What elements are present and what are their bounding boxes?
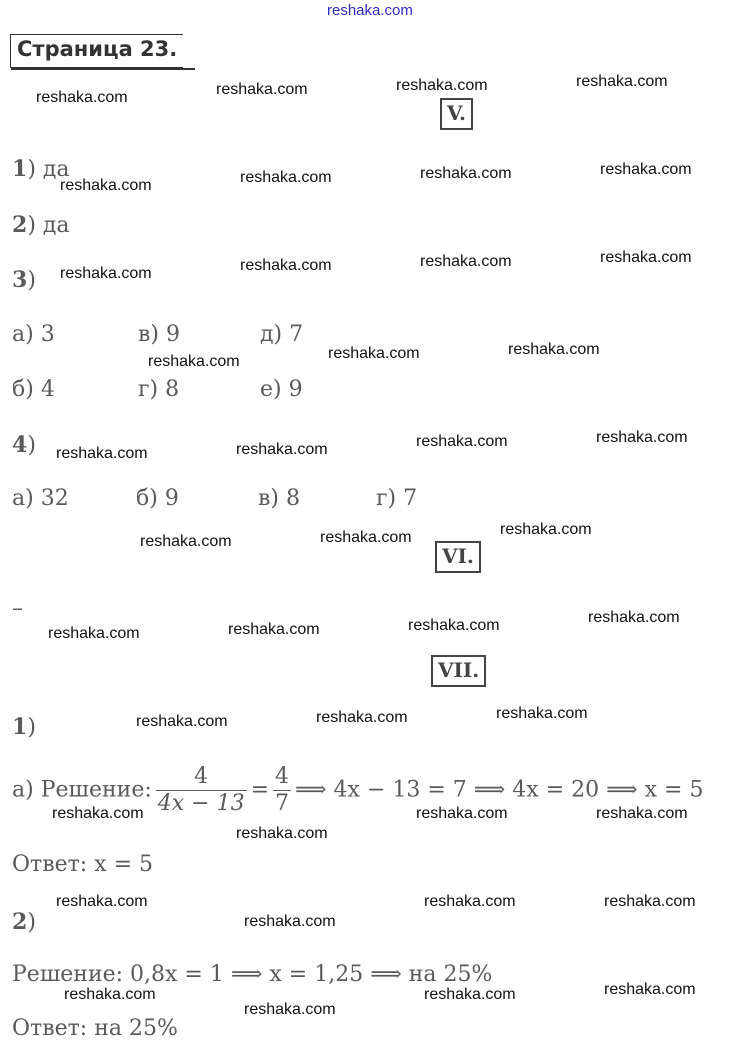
watermark: reshaka.com — [240, 169, 332, 186]
page-title-text: Страница 23 — [17, 37, 170, 61]
watermark: reshaka.com — [600, 161, 692, 178]
watermark: reshaka.com — [508, 341, 600, 358]
watermark: reshaka.com — [596, 429, 688, 446]
v-q3-item: в) 9 — [138, 322, 180, 347]
watermark: reshaka.com — [408, 617, 500, 634]
watermark: reshaka.com — [136, 713, 228, 730]
vii-q2-number: 2 — [12, 909, 28, 935]
watermark: reshaka.com — [228, 621, 320, 638]
watermark: reshaka.com — [604, 981, 696, 998]
v-q3-item: е) 9 — [260, 377, 303, 402]
vii-q1-number: 1 — [12, 714, 28, 740]
v-q3-item: г) 8 — [138, 377, 180, 402]
watermark: reshaka.com — [416, 805, 508, 822]
v-q2-number: 2 — [12, 212, 28, 238]
vii-q1-answer: Ответ: x = 5 — [12, 852, 154, 877]
v-q2-answer: да — [42, 213, 70, 238]
v-q3-number: 3 — [12, 267, 28, 293]
v-q3-item: д) 7 — [260, 322, 304, 347]
watermark: reshaka.com — [64, 986, 156, 1003]
watermark: reshaka.com — [320, 529, 412, 546]
vii-q2: 2) — [12, 909, 36, 935]
watermark: reshaka.com — [576, 73, 668, 90]
watermark: reshaka.com — [236, 441, 328, 458]
watermark: reshaka.com — [60, 265, 152, 282]
vii-q2-solution: Решение: 0,8x = 1 ⟹ x = 1,25 ⟹ на 25% — [12, 962, 493, 987]
watermark: reshaka.com — [328, 345, 420, 362]
watermark: reshaka.com — [496, 705, 588, 722]
watermark: reshaka.com — [236, 825, 328, 842]
v-q3-item: а) 3 — [12, 322, 55, 347]
watermark: reshaka.com — [424, 986, 516, 1003]
vii-q1-label: а) Решение: — [12, 777, 152, 803]
watermark: reshaka.com — [36, 89, 128, 106]
v-q4-item: б) 9 — [136, 486, 179, 511]
watermark: reshaka.com — [244, 913, 336, 930]
vii-q2-answer: Ответ: на 25% — [12, 1016, 178, 1041]
vii-q1-rest: ⟹ 4x − 13 = 7 ⟹ 4x = 20 ⟹ x = 5 — [295, 777, 704, 803]
v-q4-item: г) 7 — [376, 486, 418, 511]
v-q4-item: а) 32 — [12, 486, 69, 511]
v-q4: 4) — [12, 432, 36, 458]
fraction-1: $\frac{4}{4x - 13}$ — [157, 764, 245, 816]
v-q3-item: б) 4 — [12, 377, 55, 402]
section-vi-heading: VI. — [435, 541, 481, 573]
fraction-2: $\frac{4}{7}$ — [275, 764, 290, 816]
watermark: reshaka.com — [140, 533, 232, 550]
watermark: reshaka.com — [148, 353, 240, 370]
watermark: reshaka.com — [60, 177, 152, 194]
section-v-heading: V. — [440, 98, 473, 130]
v-q2: 2) да — [12, 212, 70, 238]
watermark: reshaka.com — [216, 81, 308, 98]
v-q1: 1) да — [12, 156, 70, 182]
watermark: reshaka.com — [316, 709, 408, 726]
watermark: reshaka.com — [420, 165, 512, 182]
watermark: reshaka.com — [420, 253, 512, 270]
page-title: Страница 23. — [10, 34, 183, 68]
watermark: reshaka.com — [596, 805, 688, 822]
v-q1-answer: да — [42, 157, 70, 182]
watermark: reshaka.com — [240, 257, 332, 274]
section-vii-heading: VII. — [431, 655, 486, 687]
watermark: reshaka.com — [416, 433, 508, 450]
watermark: reshaka.com — [604, 893, 696, 910]
watermark: reshaka.com — [588, 609, 680, 626]
watermark: reshaka.com — [600, 249, 692, 266]
vii-q1: 1) — [12, 714, 36, 740]
v-q4-item: в) 8 — [258, 486, 300, 511]
equals-sign: = — [250, 777, 270, 803]
site-watermark-top[interactable]: reshaka.com — [327, 2, 413, 19]
watermark: reshaka.com — [48, 625, 140, 642]
v-q3: 3) — [12, 267, 36, 293]
watermark: reshaka.com — [396, 77, 488, 94]
watermark: reshaka.com — [424, 893, 516, 910]
watermark: reshaka.com — [500, 521, 592, 538]
watermark: reshaka.com — [52, 805, 144, 822]
watermark: reshaka.com — [56, 893, 148, 910]
v-q4-number: 4 — [12, 432, 28, 458]
vi-answer: – — [12, 596, 23, 621]
v-q1-number: 1 — [12, 156, 28, 182]
watermark: reshaka.com — [56, 445, 148, 462]
watermark: reshaka.com — [244, 1001, 336, 1018]
